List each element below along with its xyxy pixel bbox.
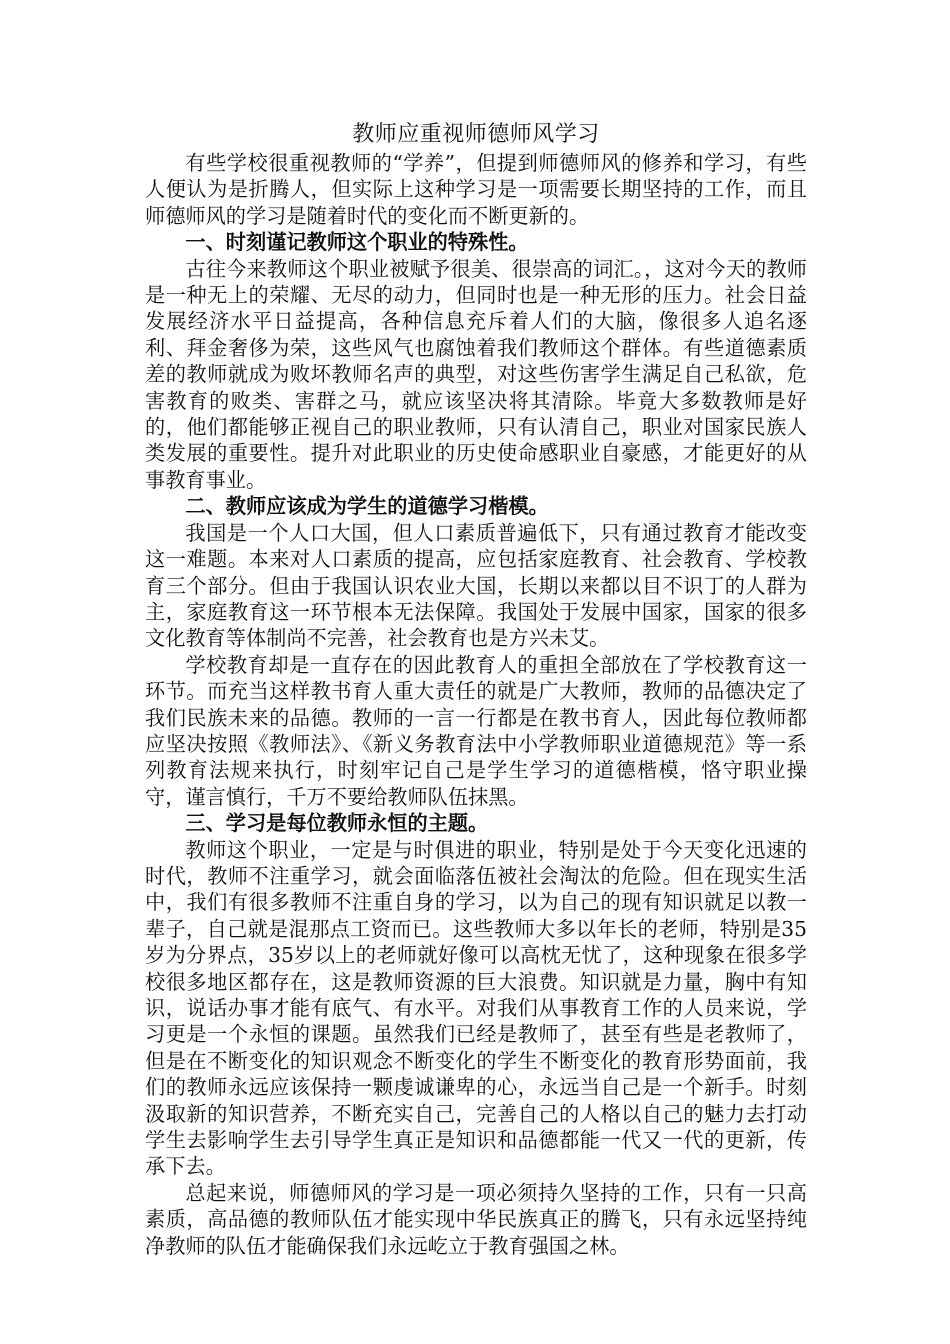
section-1-paragraph: 古往今来教师这个职业被赋予很美、很崇高的词汇。，这对今天的教师是一种无上的荣耀、无尽的动力，但同时也是一种无形的压力。社会日益发展经济水平日益提高，各种信息充斥着人们的大脑，像很多人追名逐利、拜金奢侈为荣，这些风气也腐蚀着我们教师这个群体。有些道德素质差的教师就成为败坏教师名声的典型，对这些伤害学生满足自己私欲，危害教育的败类、害群之马，就应该坚决将其清除。毕竟大多数教师是好的，他们都能够正视自己的职业教师，只有认清自己，职业对国家民族人类发展的重要性。提升对此职业的历史使命感职业自豪感，才能更好的从事教育事业。 xyxy=(145,256,807,492)
section-2-paragraph-1: 我国是一个人口大国，但人口素质普遍低下，只有通过教育才能改变这一难题。本来对人口素质的提高，应包括家庭教育、社会教育、学校教育三个部分。但由于我国认识农业大国，长期以来都以目不识丁的人群为主，家庭教育这一环节根本无法保障。我国处于发展中国家，国家的很多文化教育等体制尚不完善，社会教育也是方兴未艾。 xyxy=(145,520,807,651)
document-page xyxy=(145,120,807,1259)
document-title: 教师应重视师德师风学习 xyxy=(352,122,600,147)
section-3-paragraph: 教师这个职业，一定是与时俱进的职业，特别是处于今天变化迅速的时代，教师不注重学习，就会面临落伍被社会淘汰的危险。但在现实生活中，我们有很多教师不注重自身的学习，以为自己的现有知识就足以教一辈子，自己就是混那点工资而已。这些教师大多以年长的老师，特别是35岁为分界点，35岁以上的老师就好像可以高枕无忧了，这种现象在很多学校很多地区都存在，这是教师资源的巨大浪费。知识就是力量，胸中有知识，说话办事才能有底气、有水平。对我们从事教育工作的人员来说，学习更是一个永恒的课题。虽然我们已经是教师了，甚至有些是老教师了，但是在不断变化的知识观念不断变化的学生不断变化的教育形势面前，我们的教师永远应该保持一颗虔诚谦卑的心，永远当自己是一个新手。时刻汲取新的知识营养，不断充实自己，完善自己的人格以自己的魅力去打动学生去影响学生去引导学生真正是知识和品德都能一代又一代的更新，传承下去。 xyxy=(145,837,807,1179)
intro-paragraph: 有些学校很重视教师的“学养”，但提到师德师风的修养和学习，有些人便认为是折腾人，但实际上这种学习是一项需要长期坚持的工作，而且师德师风的学习是随着时代的变化而不断更新的。 xyxy=(145,151,807,228)
conclusion-paragraph: 总起来说，师德师风的学习是一项必须持久坚持的工作，只有一只高素质，高品德的教师队伍才能实现中华民族真正的腾飞，只有永远坚持纯净教师的队伍才能确保我们永远屹立于教育强国之林。 xyxy=(145,1180,807,1258)
section-heading-2: 二、教师应该成为学生的道德学习楷模。 xyxy=(185,494,549,519)
section-heading-1: 一、时刻谨记教师这个职业的特殊性。 xyxy=(185,230,529,255)
section-2-paragraph-2: 学校教育却是一直存在的因此教育人的重担全部放在了学校教育这一环节。而充当这样教书育人重大责任的就是广大教师，教师的品德决定了我们民族未来的品德。教师的一言一行都是在教书育人，因此每位教师都应坚决按照《教师法》、《新义务教育法中小学教师职业道德规范》等一系列教育法规来执行，时刻牢记自己是学生学习的道德楷模，恪守职业操守，谨言慎行，千万不要给教师队伍抹黑。 xyxy=(145,652,807,809)
section-heading-3: 三、学习是每位教师永恒的主题。 xyxy=(185,811,489,836)
